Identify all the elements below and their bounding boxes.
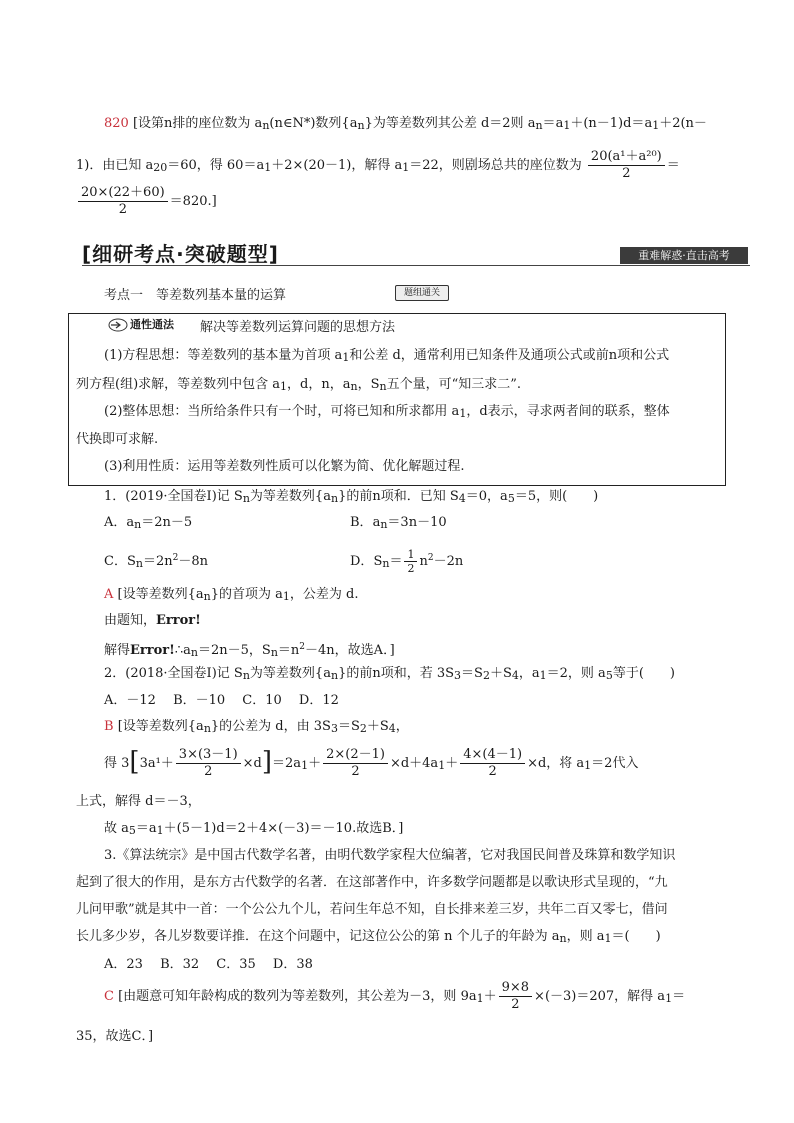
q2-solution-line4: 故 a5＝a1＋(5－1)d＝2＋4×(－3)＝－10.故选B．] (104, 821, 404, 837)
method-p2-line1: (2)整体思想：当所给条件只有一个时，可将已知和所求都用 a1，d表示，寻求两者间的联系，整体 (104, 404, 670, 420)
q2-solution-line3: 上式，解得 d＝－3， (76, 794, 201, 809)
intro-line-1: 820 [设第n排的座位数为 an(n∈N*)数列{an}为等差数列其公差 d＝2则 an＝a1＋(n－1)d＝a1＋2(n－ (104, 116, 707, 132)
q3-stem-line3: 儿问甲歌”就是其中一首：一个公公九个儿，若问生年总不知，自长排来差三岁，共年二百又零七，借问 (76, 902, 668, 917)
method-p2-line2: 代换即可求解. (76, 432, 159, 447)
q3-options[interactable]: A．23 B．32 C．35 D．38 (104, 957, 313, 972)
q2-solution-line2: 得 3[3a¹＋ $\frac{3\times(3-1)}{2}$ ×d]＝2a1＋ $\frac{2\times(2-1)}{2}$ ×d＋4a1＋ $\frac{4\times(4-1)}{2}$ ×d，将 a1＝2代入 (104, 747, 639, 779)
q1-d-fraction: $\frac{1}{2}$ (404, 548, 417, 575)
q3-solution-line2: 35，故选C．] (76, 1029, 154, 1044)
q3-stem-line2: 起到了很大的作用，是东方古代数学的名著．在这部著作中，许多数学问题都是以歌诀形式呈现的，“九 (76, 875, 668, 890)
intro-answer: 820 (104, 116, 129, 131)
intro-fraction-1: $\frac{\text{20(a¹＋a²⁰)}}{2}$ (588, 149, 665, 182)
method-p1-line1: (1)方程思想：等差数列的基本量为首项 a1和公差 d，通常利用已知条件及通项公式或前n项和公式 (104, 348, 670, 364)
intro-fraction-2: $\frac{20\times(22+60)}{2}$ (78, 185, 168, 218)
q1-stem: 1．(2019·全国卷Ⅰ)记 Sn为等差数列{an}的前n项和．已知 S4＝0，a5＝5，则( ) (104, 489, 599, 505)
section-title: [细研考点·突破题型] (82, 242, 279, 266)
q1-solution-line1: A [设等差数列{an}的首项为 a1，公差为 d. (104, 587, 359, 603)
method-p1-line2: 列方程(组)求解，等差数列中包含 a1，d，n，an，Sn五个量，可“知三求二”. (76, 377, 522, 393)
q2-stem: 2．(2018·全国卷Ⅰ)记 Sn为等差数列{an}的前n项和，若 3S3＝S2＋S4，a1＝2，则 a5等于( ) (104, 666, 675, 682)
q2-solution-line1: B [设等差数列{an}的公差为 d，由 3S3＝S2＋S4， (104, 719, 409, 735)
q1-option-d[interactable]: D．Sn＝ $\frac{1}{2}$ $n^2-2n$ (350, 548, 464, 575)
method-p3: (3)利用性质：运用等差数列性质可以化繁为简、优化解题过程. (104, 459, 465, 474)
q3-stem-line4: 长儿多少岁，各儿岁数要详推．在这个问题中，记这位公公的第 n 个儿子的年龄为 an，则 a1＝( ) (76, 929, 661, 945)
q3-answer: C (104, 989, 114, 1004)
exam-point-heading: 考点一 等差数列基本量的运算 (104, 288, 287, 303)
method-title: 解决等差数列运算问题的思想方法 (200, 320, 396, 335)
hand-pointer-icon (108, 318, 128, 332)
q1-answer: A (104, 587, 114, 602)
group-tag: 题组通关 (395, 285, 449, 301)
q3-fraction: $\frac{9\times 8}{2}$ (499, 980, 532, 1013)
section-divider (82, 265, 750, 266)
section-tag: 重难解惑·直击高考 (620, 247, 748, 264)
q3-solution-line1: C [由题意可知年龄构成的数列为等差数列，其公差为－3，则 9a1＋ $\frac{9\times 8}{2}$ ×(－3)＝207，解得 a1＝ (104, 980, 686, 1012)
q2-fraction-3: $\frac{4\times(4-1)}{2}$ (460, 747, 525, 780)
q1-solution-line2: 由题知，Error! (104, 613, 201, 628)
method-icon (108, 318, 196, 332)
q1-option-a[interactable]: A．an＝2n－5 (104, 515, 193, 531)
q3-stem-line1: 3.《算法统宗》是中国古代数学名著，由明代数学家程大位编著，它对我国民间普及珠算和数学知识 (104, 848, 676, 863)
q1-solution-line3: 解得Error!∴an＝2n－5，$Sn=n^2-4n$，故选A．] (104, 642, 395, 659)
q1-option-b[interactable]: B．an＝3n－10 (350, 515, 447, 531)
q2-fraction-1: $\frac{3\times(3-1)}{2}$ (176, 747, 241, 780)
intro-line-2: 1)．由已知 a20＝60，得 60＝a1＋2×(20－1)，解得 a1＝22，则剧场总共的座位数为 $\frac{\text{20(a¹＋a²⁰)}}{2}$ ＝ (76, 149, 680, 181)
q1-option-c[interactable]: C．$Sn=2n^2-8n$ (104, 553, 208, 570)
q2-fraction-2: $\frac{2\times(2-1)}{2}$ (323, 747, 388, 780)
intro-line-3: $\frac{20\times(22+60)}{2}$ ＝820.] (76, 184, 217, 220)
method-icon-label: 通性通法 (130, 318, 174, 331)
q2-options[interactable]: A．－12 B．－10 C．10 D．12 (104, 693, 339, 708)
q2-answer: B (104, 719, 114, 734)
